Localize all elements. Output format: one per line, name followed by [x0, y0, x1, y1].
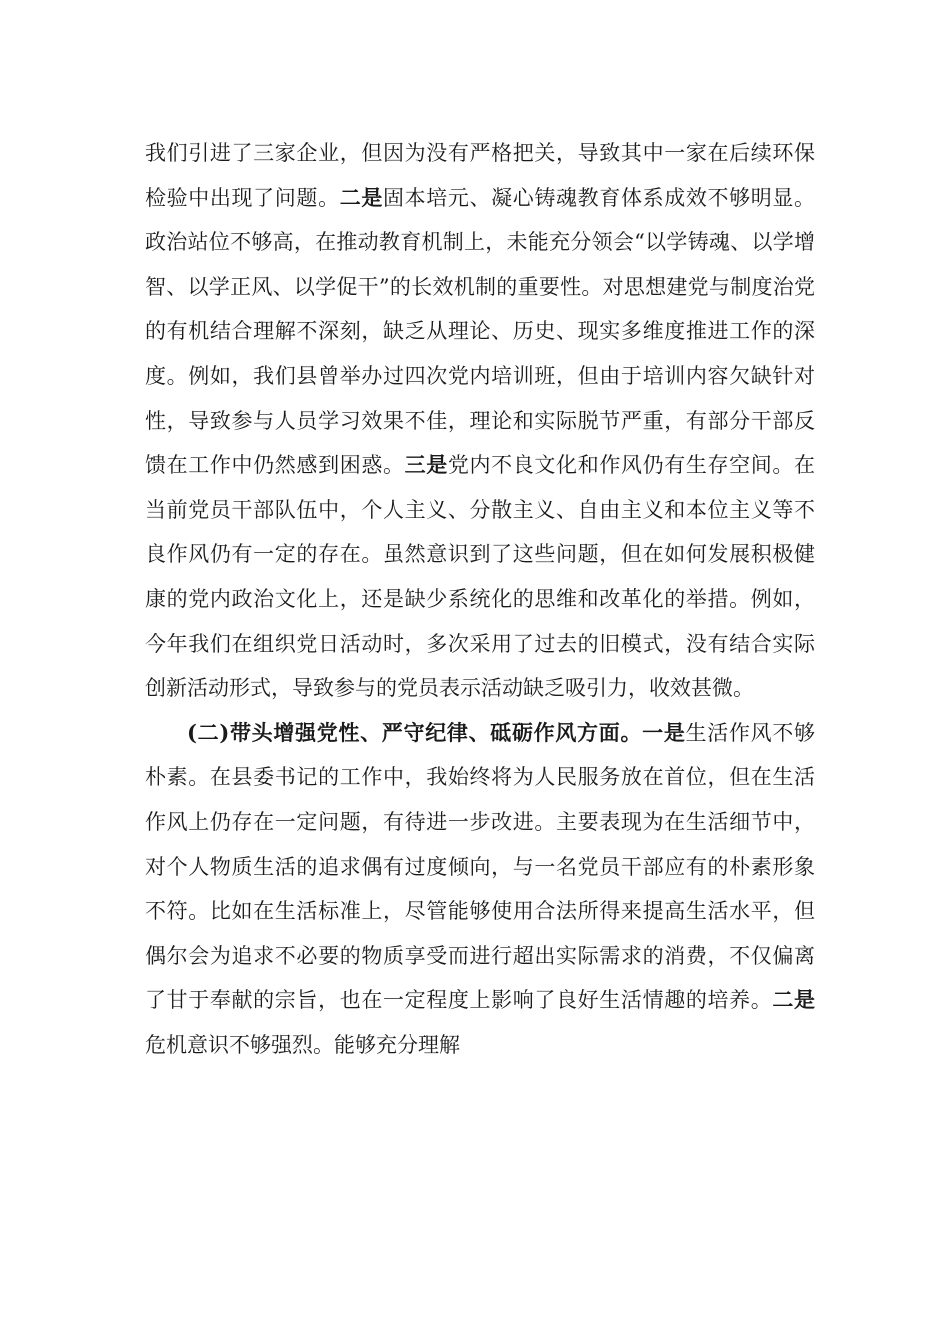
text-run: 党内不良文化和作风仍有生存空间。在当前党员干部队伍中，个人主义、分散主义、自由主义和本位主义等不良作风仍有一定的存在。虽然意识到了这些问题，但在如何发展积极健康的党内政治文化上，还是缺少系统化的思维和改革化的举措。例如，今年我们在组织党日活动时，多次采用了过去的旧模式，没有结合实际创新活动形式，导致参与的党员表示活动缺乏吸引力，收效甚微。: [145, 453, 816, 701]
bold-run: 三是: [404, 452, 448, 478]
document-body: [145, 131, 815, 1067]
text-run: 我们引进了三家企业，但因为没有严格把关，导致其中一家在后续环保检验中出现了问题。: [145, 141, 815, 210]
text-run: 危机意识不够强烈。能够充分理解: [145, 1032, 460, 1057]
text-run: 生活作风不够朴素。在县委书记的工作中，我始终将为人民服务放在首位，但在生活作风上仍存在一定问题，有待进一步改进。主要表现为在生活细节中，对个人物质生活的追求偶有过度倾向，与一名党员干部应有的朴素形象不符。比如在生活标准上，尽管能够使用合法所得来提高生活水平，但偶尔会为追求不必要的物质享受而进行超出实际需求的消费，不仅偏离了甘于奉献的宗旨，也在一定程度上影响了良好生活情趣的培养。: [145, 720, 816, 1013]
paragraph-2: [145, 711, 815, 1068]
bold-run: 二是: [772, 987, 816, 1013]
text-run: 固本培元、凝心铸魂教育体系成效不够明显。政治站位不够高，在推动教育机制上，未能充分领会“以学铸魂、以学增智、以学正风、以学促干”的长效机制的重要性。对思想建党与制度治党的有机结合理解不深刻，缺乏从理论、历史、现实多维度推进工作的深度。例如，我们县曾举办过四次党内培训班，但由于培训内容欠缺针对性，导致参与人员学习效果不佳，理论和实际脱节严重，有部分干部反馈在工作中仍然感到困惑。: [145, 185, 816, 478]
paragraph-1: [145, 131, 815, 711]
bold-run: 二是: [339, 184, 383, 210]
section-heading: (二)带头增强党性、严守纪律、砥砺作风方面。一是: [187, 719, 686, 745]
